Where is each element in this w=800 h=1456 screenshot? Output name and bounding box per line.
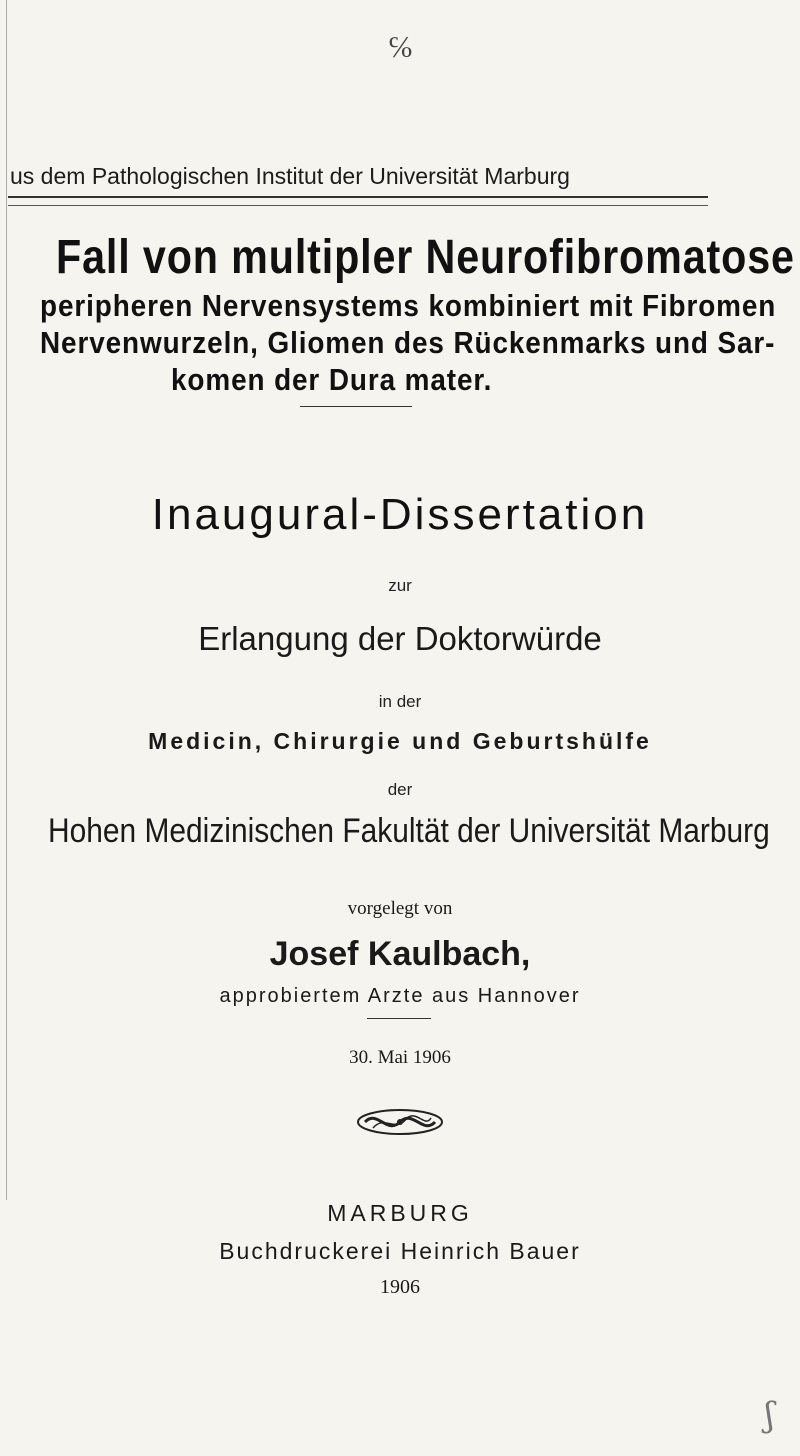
imprint-year: 1906 — [380, 1276, 420, 1298]
faculty-text: Hohen Medizinischen Fakultät der Universität Marburg — [48, 812, 770, 850]
title-line-3: Nervenwurzeln, Gliomen des Rückenmarks und Sar- — [40, 325, 776, 360]
zur-text: zur — [388, 576, 412, 595]
separator-rule — [300, 406, 412, 407]
double-rule — [8, 196, 708, 206]
title-line-4: komen der Dura mater. — [171, 362, 493, 397]
in-der-text: in der — [378, 692, 422, 711]
title-line-1: Fall von multipler Neurofibromatose — [56, 231, 795, 284]
printer-ornament-icon — [355, 1106, 445, 1138]
stamp-mark-icon: ℅ — [388, 30, 414, 65]
author-rule — [367, 1018, 431, 1019]
fields-text: Medicin, Chirurgie und Geburtshülfe — [148, 728, 652, 754]
corner-mark-icon: ʃ — [765, 1395, 775, 1435]
author-description: approbiertem Arzte aus Hannover — [219, 985, 581, 1007]
imprint-printer: Buchdruckerei Heinrich Bauer — [219, 1238, 581, 1264]
submitted-by-text: vorgelegt von — [347, 898, 453, 919]
author-name: Josef Kaulbach, — [269, 935, 531, 973]
dissertation-heading: Inaugural-Dissertation — [151, 490, 649, 539]
page-edge-line — [6, 0, 7, 1200]
imprint-city: MARBURG — [327, 1200, 473, 1226]
institute-line: us dem Pathologischen Institut der Universität Marburg — [10, 163, 570, 189]
date-text: 30. Mai 1906 — [349, 1047, 451, 1068]
der-text: der — [387, 780, 413, 799]
erlangung-text: Erlangung der Doktorwürde — [198, 620, 602, 657]
title-line-2: peripheren Nervensystems kombiniert mit Fibromen — [40, 288, 777, 323]
